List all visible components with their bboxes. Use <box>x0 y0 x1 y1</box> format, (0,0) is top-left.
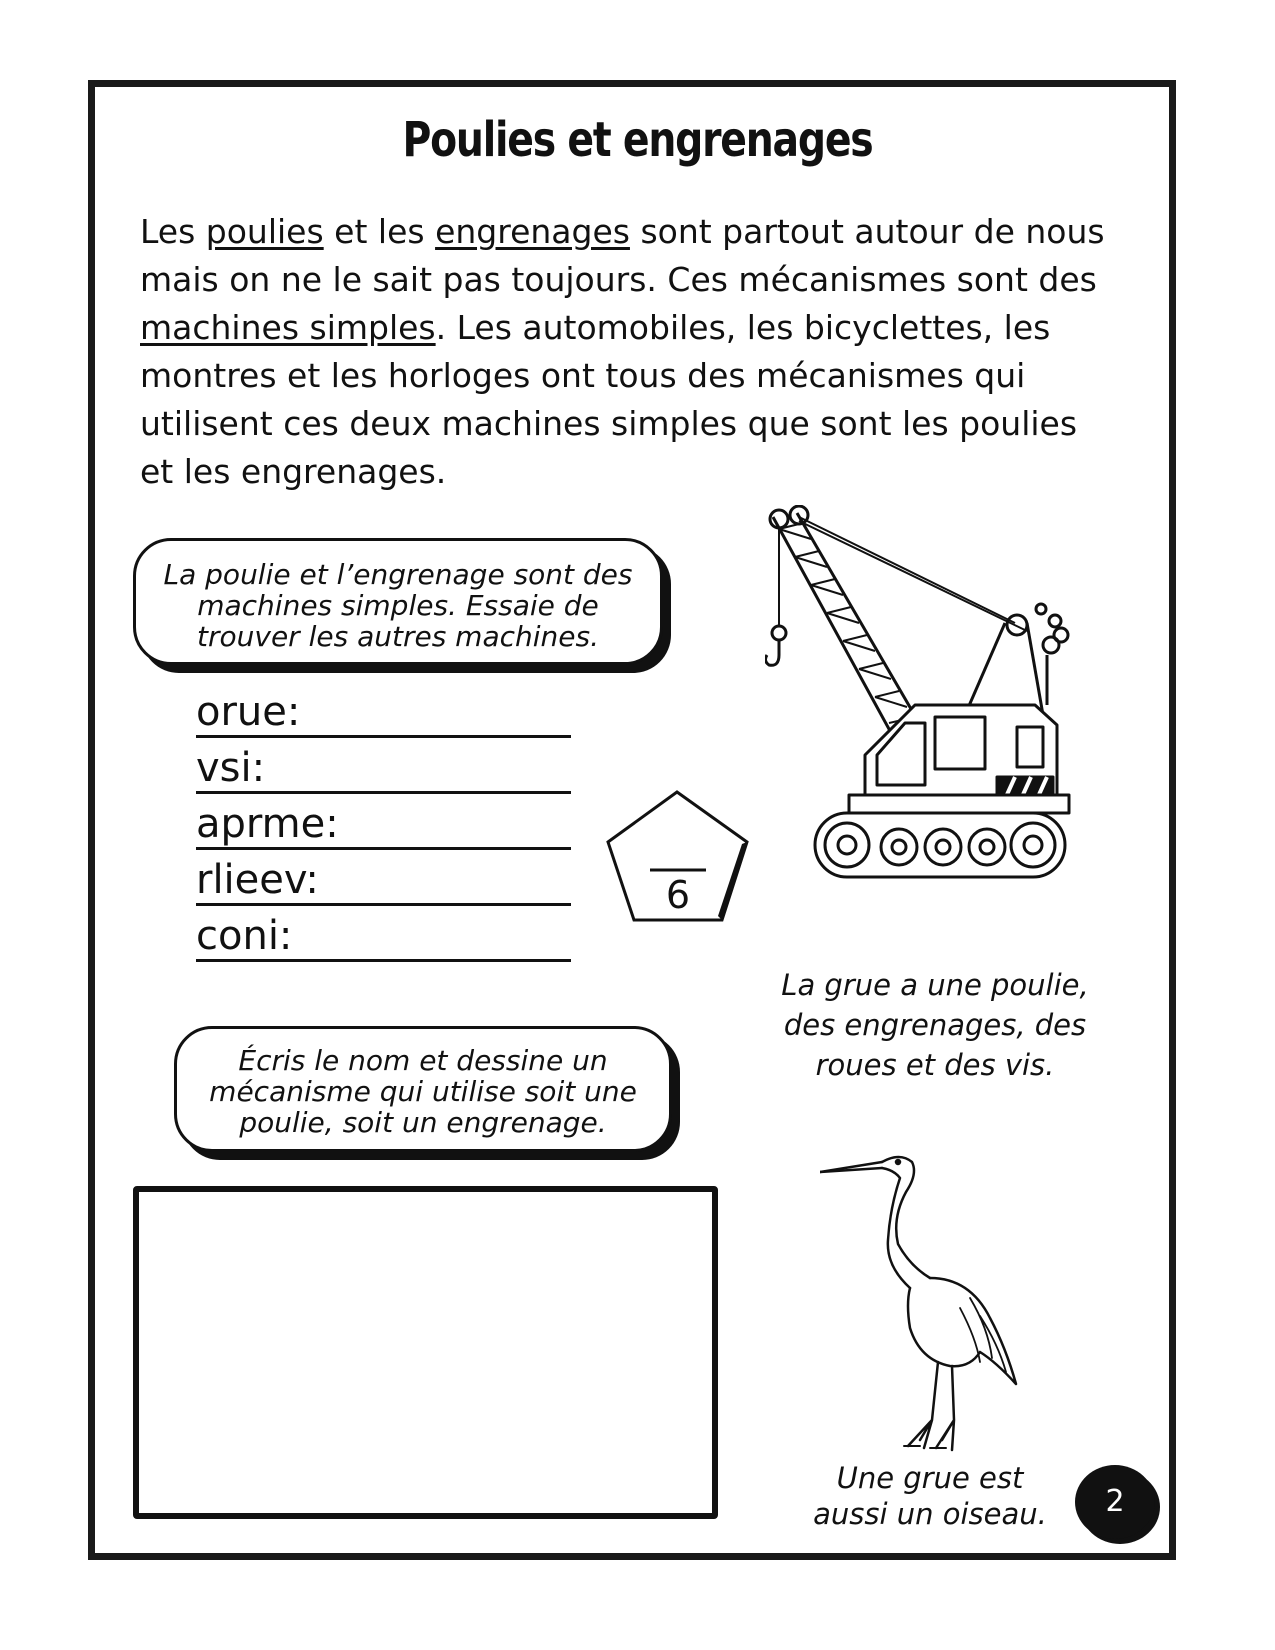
scrambled-word: vsi: <box>196 745 266 791</box>
intro-term-engrenages: engrenages <box>435 212 630 251</box>
heron-caption-line1: Une grue est <box>836 1461 1024 1495</box>
heron-caption <box>800 1460 1060 1532</box>
intro-text-1: Les <box>140 212 206 251</box>
bubble2-line3: poulie, soit un engrenage. <box>239 1106 607 1139</box>
page-number-badge: 2 <box>1075 1465 1155 1539</box>
scramble-answer-line-1[interactable] <box>196 690 571 738</box>
heron-icon <box>820 1148 1035 1458</box>
score-denominator: 6 <box>665 873 691 917</box>
intro-term-machines-simples: machines simples <box>140 308 436 347</box>
scrambled-word: orue: <box>196 689 301 735</box>
bubble1-line2: machines simples. Essaie de <box>197 589 599 622</box>
scrambled-word: rlieev: <box>196 857 319 903</box>
instruction-bubble-find-machines <box>133 538 663 665</box>
intro-paragraph <box>140 208 1120 496</box>
scramble-answer-line-3[interactable] <box>196 802 571 850</box>
scramble-answer-line-2[interactable] <box>196 746 571 794</box>
scrambled-word: coni: <box>196 913 293 959</box>
intro-text-3: sont partout autour de nous mais on ne le sait pas toujours. Ces mécanismes sont des <box>140 212 1105 299</box>
bubble1-line3: trouver les autres machines. <box>197 620 599 653</box>
crane-icon <box>765 505 1125 925</box>
crane-caption <box>770 965 1100 1085</box>
intro-text-4: . Les automobiles, les bicyclettes, les montres et les horloges ont tous des mécanismes qui utilisent ces deux machines simples que sont les poulies et les engrenages. <box>140 308 1078 491</box>
bubble2-line2: mécanisme qui utilise soit une <box>209 1075 637 1108</box>
bubble2-line1: Écris le nom et dessine un <box>238 1044 608 1077</box>
crane-caption-line3: roues et des vis. <box>815 1048 1055 1082</box>
page-title: Poulies et engrenages <box>402 112 873 168</box>
scrambled-word: aprme: <box>196 801 339 847</box>
crane-caption-line1: La grue a une poulie, <box>781 968 1089 1002</box>
crane-caption-line2: des engrenages, des <box>783 1008 1087 1042</box>
instruction-bubble-draw-mechanism <box>174 1026 672 1152</box>
intro-term-poulies: poulies <box>205 212 324 251</box>
drawing-area[interactable] <box>133 1186 718 1519</box>
heron-caption-line2: aussi un oiseau. <box>813 1497 1047 1531</box>
intro-text-2: et les <box>323 212 436 251</box>
scramble-answer-line-5[interactable] <box>196 914 571 962</box>
scramble-answer-line-4[interactable] <box>196 858 571 906</box>
bubble1-line1: La poulie et l’engrenage sont des <box>163 558 633 591</box>
